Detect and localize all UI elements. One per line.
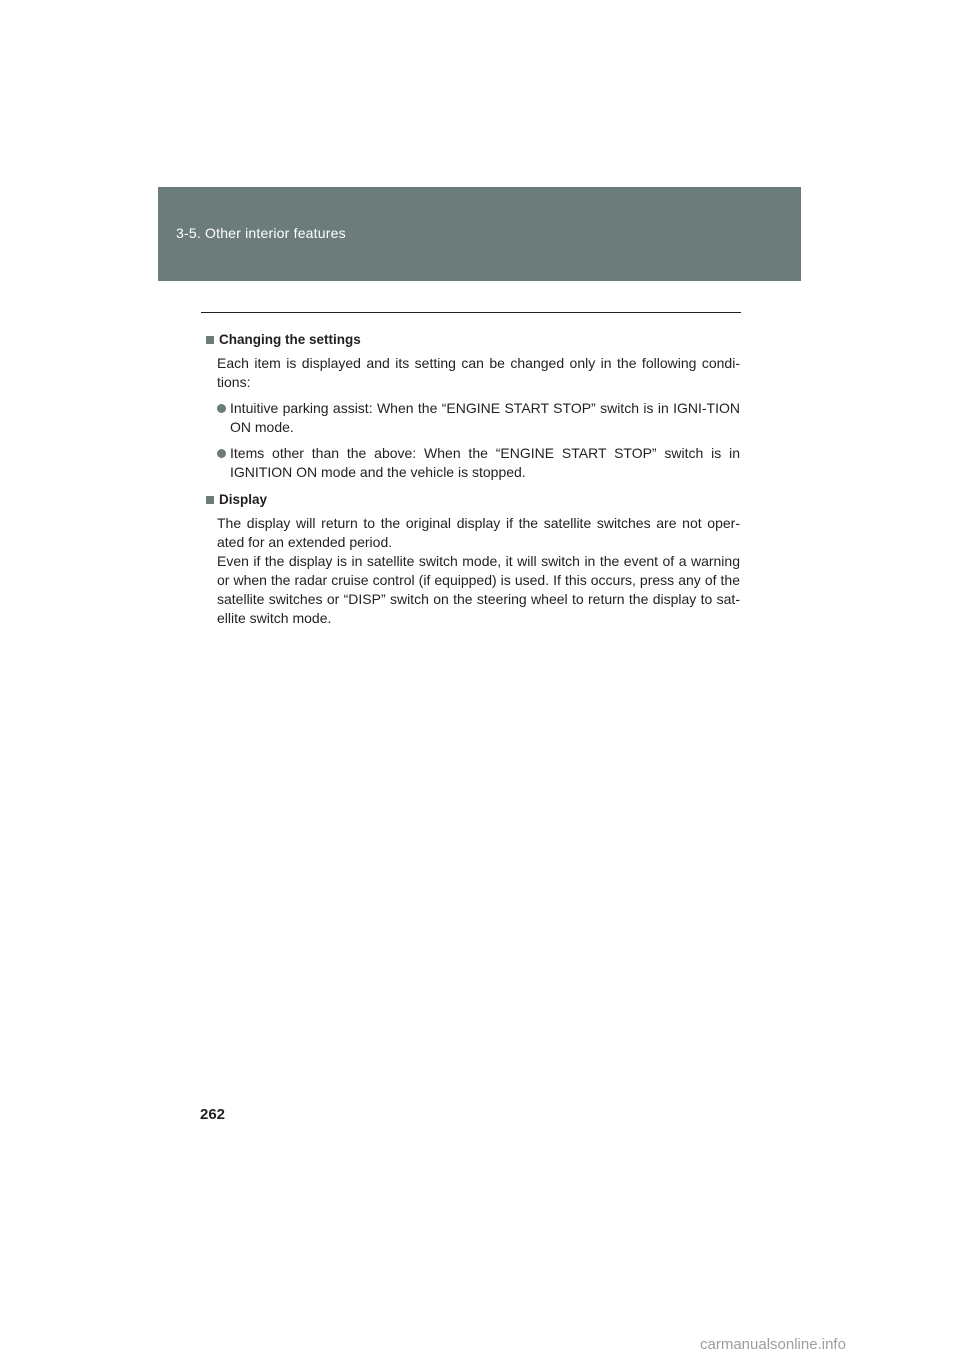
square-bullet-icon <box>206 336 214 344</box>
watermark: carmanualsonline.info <box>700 1336 846 1353</box>
divider-rule <box>201 312 741 313</box>
subheading-display <box>206 490 740 509</box>
display-paragraph: The display will return to the original display if the satellite switches are not oper-ated for an extended period. <box>217 515 740 550</box>
bullet-text: Items other than the above: When the “ENGINE START STOP” switch is in IGNITION ON mode and the vehicle is stopped. <box>230 445 740 480</box>
main-content <box>206 330 740 632</box>
square-bullet-icon <box>206 496 214 504</box>
subheading-changing-settings <box>206 330 740 349</box>
settings-intro-paragraph: Each item is displayed and its setting can be changed only in the following condi-tions: <box>217 355 740 390</box>
display-paragraph: Even if the display is in satellite switch mode, it will switch in the event of a warning or when the radar cruise control (if equipped) is used. If this occurs, press any of the satellite switches or “DISP” switch on the steering wheel to return the display to sat-ellite switch mode. <box>217 553 740 626</box>
circle-bullet-icon <box>217 404 226 413</box>
bullet-item <box>217 399 740 437</box>
circle-bullet-icon <box>217 449 226 458</box>
subheading-text: Display <box>219 492 268 507</box>
bullet-text: Intuitive parking assist: When the “ENGINE START STOP” switch is in IGNI-TION ON mode. <box>230 400 740 435</box>
section-header-band <box>158 187 801 281</box>
subheading-text: Changing the settings <box>219 332 361 347</box>
section-title: 3-5. Other interior features <box>176 225 346 241</box>
bullet-item <box>217 444 740 482</box>
page-number: 262 <box>200 1106 226 1123</box>
